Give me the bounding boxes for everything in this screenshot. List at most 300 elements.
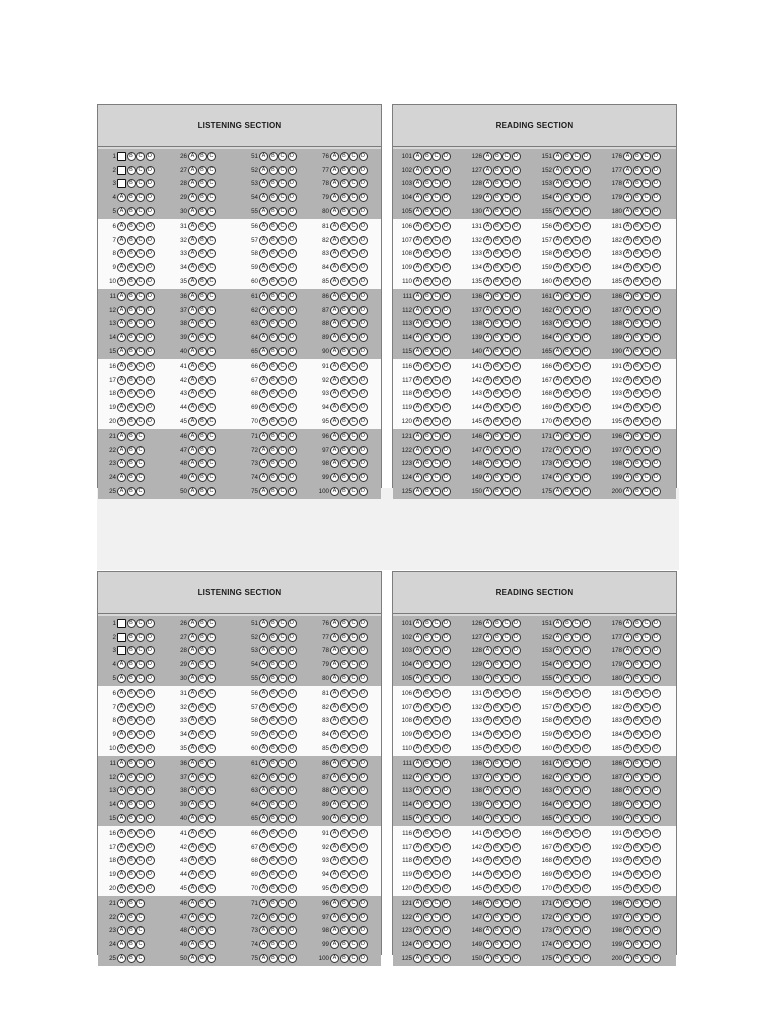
answer-bubble-b[interactable]: B (198, 759, 207, 768)
answer-bubble-c[interactable]: C (502, 814, 511, 823)
answer-bubble-c[interactable]: C (502, 954, 511, 963)
answer-bubble-b[interactable]: B (340, 884, 349, 893)
answer-bubble-b[interactable]: B (633, 403, 642, 412)
answer-bubble-d[interactable]: D (652, 236, 661, 245)
answer-bubble-d[interactable]: D (359, 633, 368, 642)
answer-bubble-b[interactable]: B (269, 773, 278, 782)
answer-bubble-d[interactable]: D (359, 362, 368, 371)
answer-bubble-c[interactable]: C (136, 703, 145, 712)
answer-bubble-b[interactable]: B (198, 703, 207, 712)
answer-bubble-b[interactable]: B (198, 786, 207, 795)
answer-bubble-b[interactable]: B (127, 703, 136, 712)
answer-bubble-d[interactable]: D (512, 376, 521, 385)
answer-bubble-c[interactable]: C (572, 926, 581, 935)
answer-bubble-a[interactable]: A (259, 619, 268, 628)
answer-bubble-a[interactable]: A (330, 222, 339, 231)
answer-bubble-a[interactable]: A (483, 730, 492, 739)
answer-bubble-a[interactable] (117, 166, 126, 175)
answer-bubble-c[interactable]: C (349, 403, 358, 412)
answer-bubble-a[interactable]: A (553, 730, 562, 739)
answer-bubble-b[interactable]: B (563, 376, 572, 385)
answer-bubble-c[interactable]: C (278, 633, 287, 642)
answer-bubble-d[interactable]: D (582, 856, 591, 865)
answer-bubble-d[interactable]: D (582, 913, 591, 922)
answer-bubble-c[interactable]: C (349, 843, 358, 852)
answer-bubble-c[interactable]: C (278, 277, 287, 286)
answer-bubble-d[interactable]: D (582, 333, 591, 342)
answer-bubble-c[interactable]: C (136, 619, 145, 628)
answer-bubble-b[interactable]: B (269, 193, 278, 202)
answer-bubble-c[interactable]: C (642, 926, 651, 935)
answer-bubble-a[interactable]: A (553, 703, 562, 712)
answer-bubble-b[interactable]: B (340, 660, 349, 669)
answer-bubble-a[interactable]: A (188, 829, 197, 838)
answer-bubble-a[interactable]: A (413, 207, 422, 216)
answer-bubble-a[interactable]: A (623, 376, 632, 385)
answer-bubble-c[interactable]: C (278, 487, 287, 496)
answer-bubble-c[interactable]: C (207, 207, 216, 216)
answer-bubble-c[interactable]: C (432, 913, 441, 922)
answer-bubble-b[interactable]: B (340, 646, 349, 655)
answer-bubble-b[interactable]: B (269, 362, 278, 371)
answer-bubble-d[interactable]: D (652, 703, 661, 712)
answer-bubble-c[interactable]: C (278, 899, 287, 908)
answer-bubble-b[interactable]: B (340, 674, 349, 683)
answer-bubble-c[interactable]: C (642, 376, 651, 385)
answer-bubble-d[interactable]: D (442, 236, 451, 245)
answer-bubble-a[interactable]: A (623, 432, 632, 441)
answer-bubble-c[interactable]: C (207, 376, 216, 385)
answer-bubble-a[interactable]: A (413, 417, 422, 426)
answer-bubble-c[interactable]: C (207, 954, 216, 963)
answer-bubble-c[interactable]: C (278, 473, 287, 482)
answer-bubble-a[interactable]: A (623, 884, 632, 893)
answer-bubble-a[interactable]: A (188, 800, 197, 809)
answer-bubble-a[interactable]: A (259, 417, 268, 426)
answer-bubble-d[interactable]: D (652, 222, 661, 231)
answer-bubble-b[interactable]: B (563, 926, 572, 935)
answer-bubble-d[interactable]: D (512, 954, 521, 963)
answer-bubble-c[interactable]: C (136, 347, 145, 356)
answer-bubble-a[interactable]: A (413, 913, 422, 922)
answer-bubble-d[interactable]: D (359, 487, 368, 496)
answer-bubble-b[interactable]: B (423, 730, 432, 739)
answer-bubble-b[interactable]: B (269, 689, 278, 698)
answer-bubble-a[interactable]: A (553, 759, 562, 768)
answer-bubble-b[interactable]: B (127, 689, 136, 698)
answer-bubble-d[interactable]: D (288, 263, 297, 272)
answer-bubble-d[interactable]: D (442, 403, 451, 412)
answer-bubble-d[interactable]: D (288, 249, 297, 258)
answer-bubble-c[interactable]: C (207, 292, 216, 301)
answer-bubble-b[interactable]: B (340, 716, 349, 725)
answer-bubble-c[interactable]: C (278, 689, 287, 698)
answer-bubble-d[interactable]: D (359, 843, 368, 852)
answer-bubble-a[interactable]: A (413, 814, 422, 823)
answer-bubble-d[interactable]: D (582, 730, 591, 739)
answer-bubble-d[interactable]: D (288, 473, 297, 482)
answer-bubble-b[interactable]: B (493, 432, 502, 441)
answer-bubble-a[interactable]: A (483, 263, 492, 272)
answer-bubble-c[interactable]: C (572, 236, 581, 245)
answer-bubble-d[interactable]: D (442, 249, 451, 258)
answer-bubble-d[interactable]: D (442, 306, 451, 315)
answer-bubble-c[interactable]: C (349, 730, 358, 739)
answer-bubble-b[interactable]: B (127, 856, 136, 865)
answer-bubble-c[interactable]: C (572, 292, 581, 301)
answer-bubble-c[interactable]: C (136, 884, 145, 893)
answer-bubble-d[interactable]: D (512, 730, 521, 739)
answer-bubble-c[interactable]: C (572, 249, 581, 258)
answer-bubble-d[interactable]: D (512, 899, 521, 908)
answer-bubble-a[interactable]: A (117, 843, 126, 852)
answer-bubble-d[interactable]: D (512, 152, 521, 161)
answer-bubble-d[interactable]: D (442, 744, 451, 753)
answer-bubble-c[interactable]: C (136, 249, 145, 258)
answer-bubble-a[interactable]: A (623, 773, 632, 782)
answer-bubble-a[interactable]: A (553, 376, 562, 385)
answer-bubble-d[interactable]: D (288, 236, 297, 245)
answer-bubble-a[interactable]: A (483, 403, 492, 412)
answer-bubble-b[interactable]: B (198, 249, 207, 258)
answer-bubble-a[interactable]: A (623, 814, 632, 823)
answer-bubble-d[interactable]: D (359, 292, 368, 301)
answer-bubble-a[interactable] (117, 646, 126, 655)
answer-bubble-d[interactable]: D (652, 263, 661, 272)
answer-bubble-c[interactable]: C (432, 236, 441, 245)
answer-bubble-a[interactable]: A (117, 786, 126, 795)
answer-bubble-b[interactable]: B (340, 166, 349, 175)
answer-bubble-b[interactable]: B (127, 376, 136, 385)
answer-bubble-d[interactable]: D (652, 249, 661, 258)
answer-bubble-d[interactable]: D (146, 689, 155, 698)
answer-bubble-b[interactable]: B (563, 417, 572, 426)
answer-bubble-d[interactable]: D (442, 319, 451, 328)
answer-bubble-c[interactable]: C (349, 759, 358, 768)
answer-bubble-d[interactable]: D (288, 362, 297, 371)
answer-bubble-b[interactable]: B (198, 277, 207, 286)
answer-bubble-a[interactable]: A (259, 814, 268, 823)
answer-bubble-d[interactable]: D (582, 829, 591, 838)
answer-bubble-d[interactable]: D (442, 459, 451, 468)
answer-bubble-d[interactable]: D (288, 152, 297, 161)
answer-bubble-c[interactable]: C (207, 417, 216, 426)
answer-bubble-b[interactable]: B (423, 759, 432, 768)
answer-bubble-d[interactable]: D (442, 179, 451, 188)
answer-bubble-c[interactable]: C (642, 179, 651, 188)
answer-bubble-a[interactable]: A (413, 940, 422, 949)
answer-bubble-b[interactable]: B (563, 166, 572, 175)
answer-bubble-a[interactable]: A (259, 940, 268, 949)
answer-bubble-c[interactable]: C (207, 319, 216, 328)
answer-bubble-d[interactable]: D (652, 166, 661, 175)
answer-bubble-d[interactable]: D (288, 417, 297, 426)
answer-bubble-a[interactable]: A (259, 674, 268, 683)
answer-bubble-c[interactable]: C (432, 263, 441, 272)
answer-bubble-a[interactable]: A (188, 193, 197, 202)
answer-bubble-b[interactable]: B (563, 222, 572, 231)
answer-bubble-d[interactable]: D (146, 207, 155, 216)
answer-bubble-a[interactable]: A (483, 207, 492, 216)
answer-bubble-b[interactable]: B (493, 362, 502, 371)
answer-bubble-d[interactable]: D (652, 376, 661, 385)
answer-bubble-b[interactable]: B (493, 899, 502, 908)
answer-bubble-c[interactable]: C (572, 347, 581, 356)
answer-bubble-b[interactable]: B (340, 730, 349, 739)
answer-bubble-a[interactable]: A (117, 800, 126, 809)
answer-bubble-c[interactable]: C (278, 730, 287, 739)
answer-bubble-a[interactable]: A (413, 716, 422, 725)
answer-bubble-b[interactable]: B (633, 347, 642, 356)
answer-bubble-a[interactable]: A (259, 899, 268, 908)
answer-bubble-b[interactable]: B (493, 207, 502, 216)
answer-bubble-b[interactable]: B (269, 744, 278, 753)
answer-bubble-d[interactable]: D (359, 940, 368, 949)
answer-bubble-a[interactable]: A (330, 376, 339, 385)
answer-bubble-b[interactable]: B (633, 660, 642, 669)
answer-bubble-b[interactable]: B (423, 446, 432, 455)
answer-bubble-c[interactable]: C (136, 432, 145, 441)
answer-bubble-d[interactable]: D (146, 619, 155, 628)
answer-bubble-d[interactable]: D (288, 913, 297, 922)
answer-bubble-b[interactable]: B (563, 800, 572, 809)
answer-bubble-a[interactable]: A (483, 236, 492, 245)
answer-bubble-d[interactable]: D (359, 730, 368, 739)
answer-bubble-b[interactable]: B (563, 179, 572, 188)
answer-bubble-a[interactable]: A (483, 277, 492, 286)
answer-bubble-a[interactable]: A (259, 362, 268, 371)
answer-bubble-d[interactable]: D (442, 674, 451, 683)
answer-bubble-a[interactable]: A (188, 207, 197, 216)
answer-bubble-d[interactable]: D (442, 703, 451, 712)
answer-bubble-c[interactable]: C (278, 856, 287, 865)
answer-bubble-c[interactable]: C (572, 362, 581, 371)
answer-bubble-d[interactable]: D (146, 263, 155, 272)
answer-bubble-a[interactable]: A (623, 899, 632, 908)
answer-bubble-d[interactable]: D (582, 870, 591, 879)
answer-bubble-b[interactable]: B (198, 856, 207, 865)
answer-bubble-c[interactable]: C (502, 856, 511, 865)
answer-bubble-b[interactable]: B (563, 619, 572, 628)
answer-bubble-a[interactable]: A (330, 773, 339, 782)
answer-bubble-d[interactable]: D (512, 277, 521, 286)
answer-bubble-b[interactable]: B (340, 633, 349, 642)
answer-bubble-c[interactable]: C (349, 319, 358, 328)
answer-bubble-b[interactable]: B (423, 432, 432, 441)
answer-bubble-c[interactable]: C (502, 913, 511, 922)
answer-bubble-b[interactable]: B (633, 152, 642, 161)
answer-bubble-a[interactable]: A (483, 473, 492, 482)
answer-bubble-a[interactable]: A (188, 292, 197, 301)
answer-bubble-d[interactable]: D (146, 703, 155, 712)
answer-bubble-b[interactable]: B (493, 870, 502, 879)
answer-bubble-a[interactable]: A (330, 759, 339, 768)
answer-bubble-a[interactable]: A (483, 166, 492, 175)
answer-bubble-d[interactable]: D (288, 829, 297, 838)
answer-bubble-b[interactable]: B (493, 884, 502, 893)
answer-bubble-b[interactable]: B (633, 716, 642, 725)
answer-bubble-c[interactable]: C (572, 207, 581, 216)
answer-bubble-d[interactable]: D (359, 263, 368, 272)
answer-bubble-c[interactable]: C (136, 730, 145, 739)
answer-bubble-a[interactable]: A (623, 716, 632, 725)
answer-bubble-b[interactable]: B (493, 487, 502, 496)
answer-bubble-d[interactable]: D (359, 814, 368, 823)
answer-bubble-d[interactable]: D (146, 646, 155, 655)
answer-bubble-d[interactable]: D (146, 716, 155, 725)
answer-bubble-a[interactable]: A (117, 446, 126, 455)
answer-bubble-c[interactable]: C (349, 913, 358, 922)
answer-bubble-b[interactable]: B (127, 152, 136, 161)
answer-bubble-c[interactable]: C (278, 759, 287, 768)
answer-bubble-b[interactable]: B (633, 884, 642, 893)
answer-bubble-a[interactable]: A (413, 389, 422, 398)
answer-bubble-d[interactable]: D (288, 730, 297, 739)
answer-bubble-c[interactable]: C (349, 646, 358, 655)
answer-bubble-c[interactable]: C (642, 674, 651, 683)
answer-bubble-a[interactable]: A (553, 899, 562, 908)
answer-bubble-a[interactable]: A (330, 417, 339, 426)
answer-bubble-c[interactable]: C (572, 459, 581, 468)
answer-bubble-a[interactable]: A (330, 814, 339, 823)
answer-bubble-a[interactable]: A (188, 884, 197, 893)
answer-bubble-d[interactable]: D (512, 843, 521, 852)
answer-bubble-c[interactable]: C (502, 403, 511, 412)
answer-bubble-b[interactable]: B (493, 646, 502, 655)
answer-bubble-b[interactable]: B (127, 403, 136, 412)
answer-bubble-c[interactable]: C (432, 870, 441, 879)
answer-bubble-c[interactable]: C (502, 166, 511, 175)
answer-bubble-b[interactable]: B (269, 814, 278, 823)
answer-bubble-d[interactable]: D (442, 193, 451, 202)
answer-bubble-d[interactable]: D (442, 689, 451, 698)
answer-bubble-d[interactable]: D (359, 207, 368, 216)
answer-bubble-d[interactable]: D (359, 333, 368, 342)
answer-bubble-a[interactable]: A (117, 249, 126, 258)
answer-bubble-a[interactable]: A (117, 773, 126, 782)
answer-bubble-c[interactable]: C (278, 870, 287, 879)
answer-bubble-b[interactable]: B (493, 236, 502, 245)
answer-bubble-a[interactable]: A (553, 263, 562, 272)
answer-bubble-b[interactable]: B (127, 277, 136, 286)
answer-bubble-b[interactable]: B (198, 689, 207, 698)
answer-bubble-b[interactable]: B (269, 277, 278, 286)
answer-bubble-b[interactable]: B (269, 633, 278, 642)
answer-bubble-a[interactable]: A (623, 646, 632, 655)
answer-bubble-b[interactable]: B (493, 800, 502, 809)
answer-bubble-c[interactable]: C (349, 856, 358, 865)
answer-bubble-b[interactable]: B (423, 473, 432, 482)
answer-bubble-b[interactable]: B (340, 417, 349, 426)
answer-bubble-b[interactable]: B (127, 446, 136, 455)
answer-bubble-b[interactable]: B (423, 913, 432, 922)
answer-bubble-b[interactable]: B (423, 193, 432, 202)
answer-bubble-d[interactable]: D (512, 347, 521, 356)
answer-bubble-b[interactable]: B (269, 619, 278, 628)
answer-bubble-c[interactable]: C (349, 277, 358, 286)
answer-bubble-b[interactable]: B (423, 674, 432, 683)
answer-bubble-c[interactable]: C (207, 619, 216, 628)
answer-bubble-c[interactable]: C (502, 899, 511, 908)
answer-bubble-c[interactable]: C (278, 843, 287, 852)
answer-bubble-c[interactable]: C (642, 660, 651, 669)
answer-bubble-b[interactable]: B (127, 716, 136, 725)
answer-bubble-a[interactable]: A (117, 829, 126, 838)
answer-bubble-a[interactable]: A (553, 646, 562, 655)
answer-bubble-c[interactable]: C (136, 277, 145, 286)
answer-bubble-a[interactable]: A (413, 870, 422, 879)
answer-bubble-a[interactable]: A (553, 166, 562, 175)
answer-bubble-c[interactable]: C (572, 473, 581, 482)
answer-bubble-c[interactable]: C (278, 646, 287, 655)
answer-bubble-b[interactable]: B (493, 347, 502, 356)
answer-bubble-d[interactable]: D (442, 263, 451, 272)
answer-bubble-a[interactable]: A (188, 786, 197, 795)
answer-bubble-d[interactable]: D (146, 347, 155, 356)
answer-bubble-c[interactable]: C (278, 619, 287, 628)
answer-bubble-b[interactable]: B (127, 207, 136, 216)
answer-bubble-b[interactable]: B (127, 166, 136, 175)
answer-bubble-d[interactable]: D (512, 829, 521, 838)
answer-bubble-d[interactable]: D (359, 446, 368, 455)
answer-bubble-d[interactable]: D (288, 800, 297, 809)
answer-bubble-a[interactable]: A (553, 403, 562, 412)
answer-bubble-b[interactable]: B (198, 432, 207, 441)
answer-bubble-a[interactable]: A (330, 954, 339, 963)
answer-bubble-b[interactable]: B (633, 236, 642, 245)
answer-bubble-d[interactable]: D (512, 856, 521, 865)
answer-bubble-a[interactable]: A (483, 829, 492, 838)
answer-bubble-d[interactable]: D (652, 619, 661, 628)
answer-bubble-c[interactable]: C (136, 913, 145, 922)
answer-bubble-b[interactable]: B (563, 814, 572, 823)
answer-bubble-b[interactable]: B (198, 773, 207, 782)
answer-bubble-b[interactable]: B (493, 403, 502, 412)
answer-bubble-c[interactable]: C (572, 913, 581, 922)
answer-bubble-b[interactable]: B (340, 759, 349, 768)
answer-bubble-c[interactable]: C (642, 940, 651, 949)
answer-bubble-d[interactable]: D (359, 786, 368, 795)
answer-bubble-b[interactable]: B (269, 432, 278, 441)
answer-bubble-d[interactable]: D (652, 730, 661, 739)
answer-bubble-c[interactable]: C (207, 716, 216, 725)
answer-bubble-b[interactable]: B (493, 814, 502, 823)
answer-bubble-b[interactable]: B (269, 179, 278, 188)
answer-bubble-d[interactable]: D (359, 703, 368, 712)
answer-bubble-c[interactable]: C (278, 926, 287, 935)
answer-bubble-d[interactable]: D (652, 954, 661, 963)
answer-bubble-d[interactable]: D (512, 263, 521, 272)
answer-bubble-a[interactable]: A (483, 193, 492, 202)
answer-bubble-c[interactable]: C (207, 674, 216, 683)
answer-bubble-b[interactable]: B (633, 744, 642, 753)
answer-bubble-a[interactable]: A (330, 913, 339, 922)
answer-bubble-b[interactable]: B (633, 432, 642, 441)
answer-bubble-a[interactable]: A (117, 814, 126, 823)
answer-bubble-a[interactable]: A (413, 319, 422, 328)
answer-bubble-a[interactable]: A (188, 856, 197, 865)
answer-bubble-d[interactable]: D (359, 319, 368, 328)
answer-bubble-d[interactable]: D (146, 843, 155, 852)
answer-bubble-d[interactable]: D (146, 744, 155, 753)
answer-bubble-b[interactable]: B (269, 249, 278, 258)
answer-bubble-c[interactable]: C (207, 249, 216, 258)
answer-bubble-c[interactable]: C (572, 856, 581, 865)
answer-bubble-a[interactable] (117, 619, 126, 628)
answer-bubble-d[interactable]: D (288, 487, 297, 496)
answer-bubble-b[interactable]: B (198, 459, 207, 468)
answer-bubble-b[interactable]: B (127, 222, 136, 231)
